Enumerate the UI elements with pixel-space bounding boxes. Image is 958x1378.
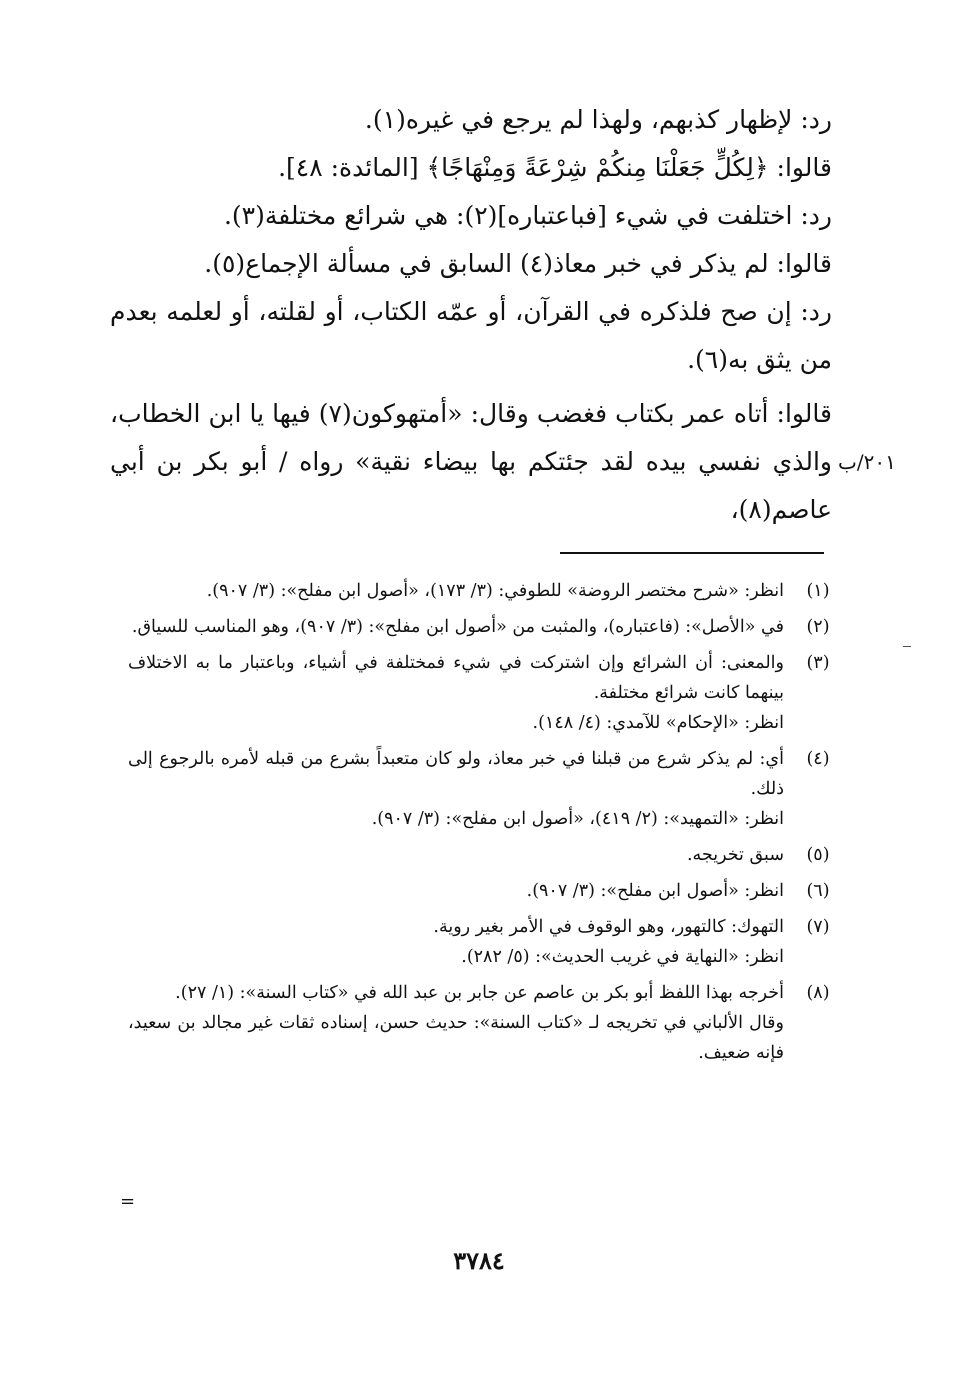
paragraph-4: قالوا: لم يذكر في خبر معاذ(٤) السابق في مسألة الإجماع(٥). — [204, 249, 832, 278]
paragraph-3: رد: اختلفت في شيء [فباعتباره](٢): هي شرائع مختلفة(٣). — [223, 201, 832, 230]
footnote-number: (٦) — [806, 881, 830, 901]
footnote-divider — [560, 552, 824, 554]
footnote-1 — [128, 576, 838, 606]
page-number: ٣٧٨٤ — [453, 1246, 505, 1275]
main-text — [110, 96, 832, 534]
footnote-6 — [128, 876, 838, 906]
footnote-number: (٨) — [806, 983, 830, 1003]
footnote-reference: انظر: «التمهيد»: (٢/ ٤١٩)، «أصول ابن مفلح»: (٣/ ٩٠٧). — [371, 809, 784, 829]
footnote-3 — [128, 648, 838, 738]
footnote-number: (٤) — [806, 749, 830, 769]
footnote-text: انظر: «أصول ابن مفلح»: (٣/ ٩٠٧). — [526, 881, 784, 901]
footnote-8 — [128, 978, 838, 1068]
footnote-reference: انظر: «الإحكام» للآمدي: (٤/ ١٤٨). — [532, 713, 784, 733]
footnote-text: التهوك: كالتهور، وهو الوقوف في الأمر بغير روية. — [433, 917, 784, 937]
footnote-reference: وقال الألباني في تخريجه لـ «كتاب السنة»: حديث حسن، إسناده ثقات غير مجالد بن سعيد، فإنه ضعيف. — [128, 1013, 784, 1063]
footnote-text: انظر: «شرح مختصر الروضة» للطوفي: (٣/ ١٧٣)، «أصول ابن مفلح»: (٣/ ٩٠٧). — [206, 581, 784, 601]
footnote-2 — [128, 612, 838, 642]
footnote-number: (١) — [806, 581, 830, 601]
paragraph-6: قالوا: أتاه عمر بكتاب فغضب وقال: «أمتهوكون(٧) فيها يا ابن الخطاب، والذي نفسي بيده لقد جئتكم بها بيضاء نقية» رواه / أبو بكر بن أبي عاصم(٨)، — [110, 399, 832, 524]
footnote-number: (٣) — [806, 653, 830, 673]
footnote-text: أي: لم يذكر شرع من قبلنا في خبر معاذ، ولو كان متعبداً بشرع من قبله لأمره بالرجوع إلى ذلك. — [128, 749, 784, 799]
manuscript-folio-note: ٢٠١/ب — [838, 450, 896, 474]
footnote-7 — [128, 912, 838, 972]
footnote-text: سبق تخريجه. — [686, 845, 784, 865]
footnote-number: (٧) — [806, 917, 830, 937]
footnote-number: (٢) — [806, 617, 830, 637]
footnote-number: (٥) — [806, 845, 830, 865]
paragraph-2: قالوا: ﴿لِكُلٍّ جَعَلْنَا مِنكُمْ شِرْعَةً وَمِنْهَاجًا﴾ [المائدة: ٤٨]. — [278, 153, 832, 182]
footnote-text: في «الأصل»: (فاعتباره)، والمثبت من «أصول ابن مفلح»: (٣/ ٩٠٧)، وهو المناسب للسياق. — [131, 617, 784, 637]
footnotes — [128, 576, 838, 1074]
paragraph-1: رد: لإظهار كذبهم، ولهذا لم يرجع في غيره(١). — [364, 105, 832, 134]
footnote-text: أخرجه بهذا اللفظ أبو بكر بن عاصم عن جابر بن عبد الله في «كتاب السنة»: (١/ ٢٧). — [175, 983, 784, 1003]
margin-dash — [903, 646, 911, 647]
footnote-5 — [128, 840, 838, 870]
footnote-4 — [128, 744, 838, 834]
paragraph-5: رد: إن صح فلذكره في القرآن، أو عمّه الكتاب، أو لقلته، أو لعلمه بعدم من يثق به(٦). — [110, 297, 832, 374]
continuation-mark: = — [120, 1191, 136, 1212]
footnote-text: والمعنى: أن الشرائع وإن اشتركت في شيء فمختلفة في أشياء، وباعتبار ما به الاختلاف بينهما كانت شرائع مختلفة. — [128, 653, 784, 703]
footnote-reference: انظر: «النهاية في غريب الحديث»: (٥/ ٢٨٢). — [461, 947, 784, 967]
